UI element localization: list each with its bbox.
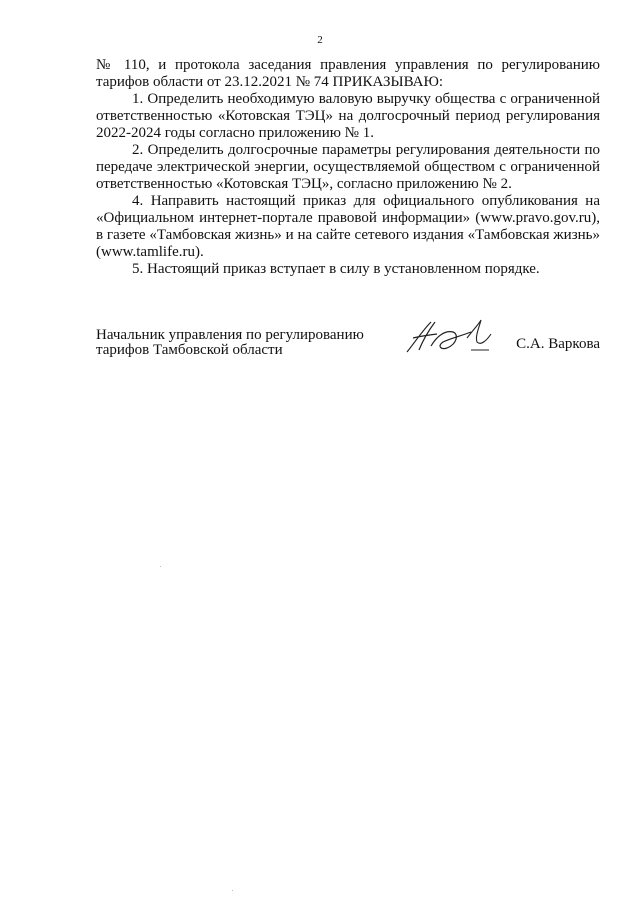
scan-speck bbox=[160, 566, 161, 567]
handwritten-signature-icon bbox=[401, 316, 497, 358]
signer-title-line-1: Начальник управления по регулированию bbox=[96, 327, 364, 343]
signer-title-line-2: тарифов Тамбовской области bbox=[96, 342, 283, 358]
signer-name: С.А. Варкова bbox=[516, 336, 600, 352]
document-body bbox=[96, 57, 600, 278]
paragraph-item-4: 4. Направить настоящий приказ для официального опубликования на «Официальном интернет-портале правовой информации» (www.pravo.gov.ru), в газете «Тамбовская жизнь» и на сайте сетевого издания «Тамбовская жизнь» (www.tamlife.ru). bbox=[96, 193, 600, 260]
paragraph-item-5: 5. Настоящий приказ вступает в силу в установленном порядке. bbox=[132, 261, 540, 277]
paragraph-intro: № 110, и протокола заседания правления управления по регулированию тарифов области от 23.12.2021 № 74 ПРИКАЗЫВАЮ: bbox=[96, 57, 600, 90]
paragraph-item-2: 2. Определить долгосрочные параметры регулирования деятельности по передаче электрической энергии, осуществляемой обществом с ограниченной ответственностью «Котовская ТЭЦ», согласно приложению № 2. bbox=[96, 142, 600, 192]
signature-block bbox=[96, 324, 600, 364]
scan-speck bbox=[232, 890, 233, 891]
signer-title bbox=[96, 328, 396, 358]
page-number: 2 bbox=[317, 34, 323, 46]
paragraph-item-1: 1. Определить необходимую валовую выручку общества с ограниченной ответственностью «Котовская ТЭЦ» на долгосрочный период регулирования 2022-2024 годы согласно приложению № 1. bbox=[96, 91, 600, 141]
